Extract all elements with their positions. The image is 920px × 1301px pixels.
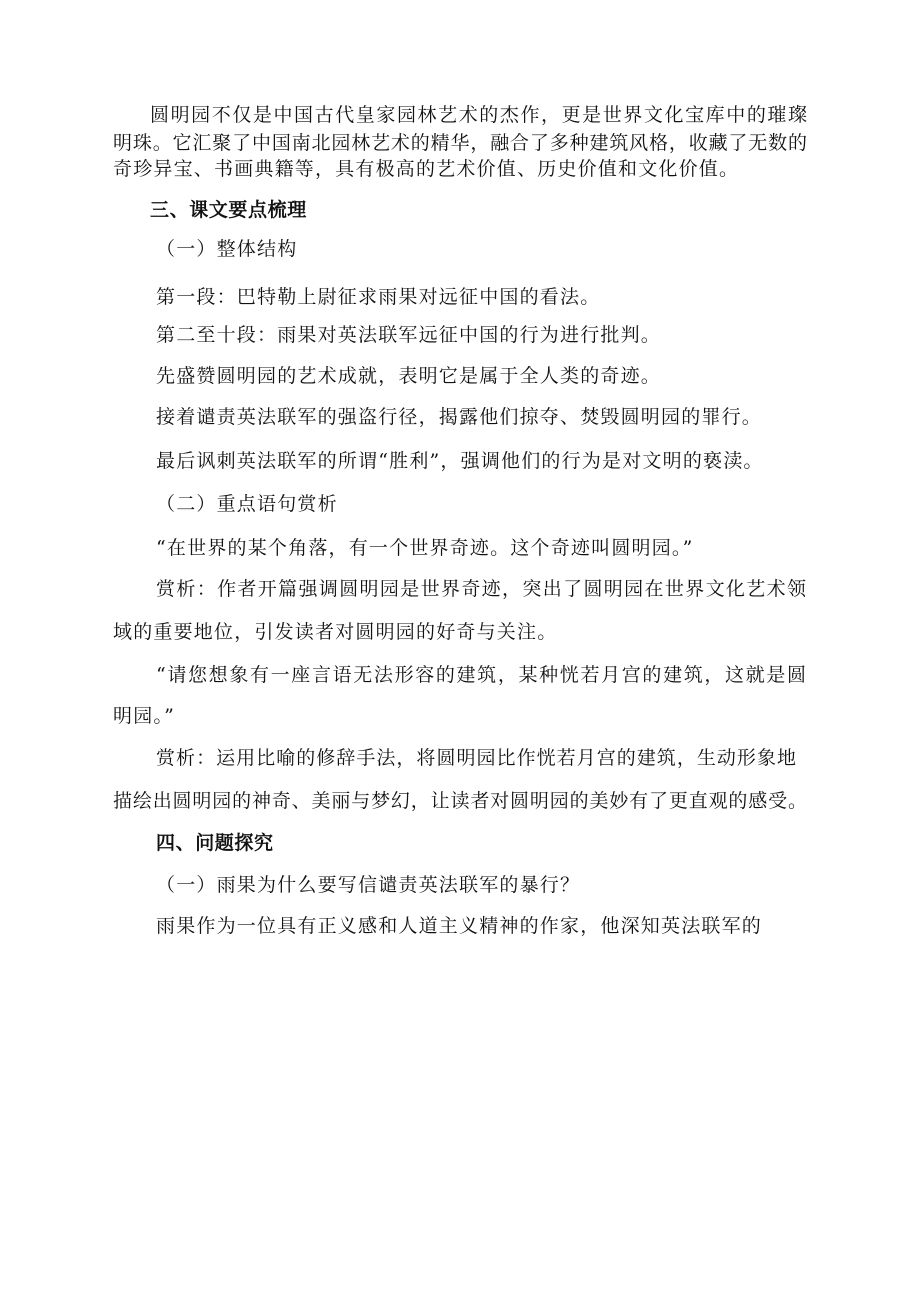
analysis-note-2-line-2: 描绘出圆明园的神奇、美丽与梦幻，让读者对圆明园的美妙有了更直观的感受。 [113,790,807,812]
question-1-line-1: 雨果作为一位具有正义感和人道主义精神的作家，他深知英法联军的 [156,915,763,937]
analysis-quote-1: “在世界的某个角落，有一个世界奇迹。这个奇迹叫圆明园。” [156,537,694,559]
structure-point-2: 第二至十段：雨果对英法联军远征中国的行为进行批判。 [156,324,662,346]
section-4-heading: 四、问题探究 [156,832,274,854]
structure-point-4: 接着谴责英法联军的强盗行径，揭露他们掠夺、焚毁圆明园的罪行。 [156,406,763,428]
analysis-note-2-line-1: 赏析：运用比喻的修辞手法，将圆明园比作恍若月宫的建筑，生动形象地 [156,747,796,769]
intro-paragraph-line-3: 奇珍异宝、书画典籍等，具有极高的艺术价值、历史价值和文化价值。 [113,158,740,180]
structure-point-1: 第一段：巴特勒上尉征求雨果对远征中国的看法。 [156,286,601,308]
intro-paragraph-line-2: 明珠。它汇聚了中国南北园林艺术的精华，融合了多种建筑风格，收藏了无数的 [113,132,807,154]
analysis-note-1-line-2: 域的重要地位，引发读者对圆明园的好奇与关注。 [113,621,558,643]
structure-subheading: （一）整体结构 [156,238,298,260]
intro-paragraph-line-1: 圆明园不仅是中国古代皇家园林艺术的杰作，更是世界文化宝库中的璀璨 [150,104,807,126]
structure-point-3: 先盛赞圆明园的艺术成就，表明它是属于全人类的奇迹。 [156,365,662,387]
analysis-subheading: （二）重点语句赏析 [156,493,338,515]
analysis-note-1-line-1: 赏析：作者开篇强调圆明园是世界奇迹，突出了圆明园在世界文化艺术领 [156,578,806,600]
question-1-heading: （一）雨果为什么要写信谴责英法联军的暴行？ [156,874,581,896]
analysis-quote-2-line-1: “请您想象有一座言语无法形容的建筑，某种恍若月宫的建筑，这就是圆 [156,664,806,686]
structure-point-5: 最后讽刺英法联军的所谓“胜利”，强调他们的行为是对文明的亵渎。 [156,450,764,472]
section-3-heading: 三、课文要点梳理 [150,199,307,221]
analysis-quote-2-line-2: 明园。” [113,705,176,727]
